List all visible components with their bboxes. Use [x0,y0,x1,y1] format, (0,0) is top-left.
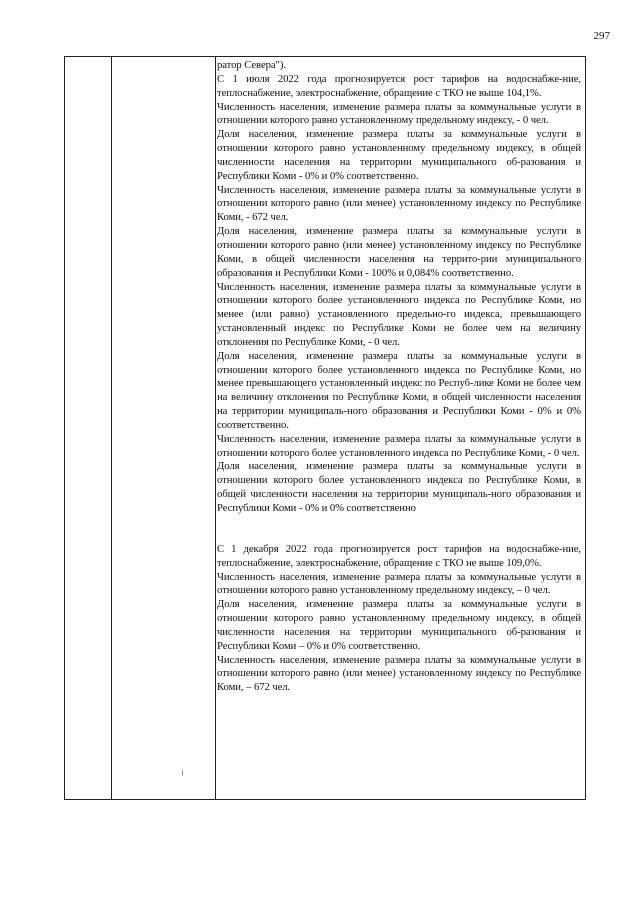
paragraph: Численность населения, изменение размера платы за коммунальные услуги в отношении которого более установленного индекса по Республике Коми, но менее (или равно) установленного предельно-го индекса, превышающего установленный индекс по Республике Коми не более чем на величину отклонения по Республике Коми, - 0 чел. [217,280,581,348]
paragraph: С 1 декабря 2022 года прогнозируется рост тарифов на водоснабже-ние, теплоснабжение, электроснабжение, обращение с ТКО не выше 109,0%. [217,542,581,569]
paragraph: Доля населения, изменение размера платы за коммунальные услуги в отношении которого равно установленному предельному индексу, в общей численности населения на территории муниципального об-разования и Республики Коми - 0% и 0% соответственно. [217,128,581,182]
column-divider [111,57,112,799]
text-cell [217,59,581,695]
table-frame [64,56,586,800]
column-divider [215,57,216,799]
paragraph-gap [217,516,581,543]
paragraph: Доля населения, изменение размера платы за коммунальные услуги в отношении которого более установленного индекса по Республике Коми, но менее превышающего установленный индекс по Респуб-лике Коми не более чем на величину отклонения по Республике Коми, в общей численности населения на территории муниципаль-ного образования и Республики Коми - 0% и 0% соответственно. [217,349,581,431]
paragraph: Численность населения, изменение размера платы за коммунальные услуги в отношении которого равно (или менее) установленному индексу по Республике Коми, – 672 чел. [217,653,581,694]
paragraph: Численность населения, изменение размера платы за коммунальные услуги в отношении которого более установленного индекса по Республике Коми, - 0 чел. [217,432,581,459]
paragraph: Доля населения, изменение размера платы за коммунальные услуги в отношении которого равно (или менее) установленному индексу по Республике Коми, в общей численности населения на террито-рии муниципального образования и Республики Коми - 100% и 0,084% соответственно. [217,225,581,279]
paragraph: Численность населения, изменение размера платы за коммунальные услуги в отношении которого равно установленному предельному индексу, - 0 чел. [217,100,581,127]
paragraph: Численность населения, изменение размера платы за коммунальные услуги в отношении которого равно установленному предельному индексу, – 0 чел. [217,570,581,597]
scan-artifact [182,770,183,776]
paragraph: Доля населения, изменение размера платы за коммунальные услуги в отношении которого более установленного индекса по Республике Коми, в общей численности населения на территории муниципаль-ного образования и Республики Коми - 0% и 0% соответственно [217,460,581,514]
paragraph: С 1 июля 2022 года прогнозируется рост тарифов на водоснабже-ние, теплоснабжение, электроснабжение, обращение с ТКО не выше 104,1%. [217,72,581,99]
page-number: 297 [593,30,610,42]
paragraph: Доля населения, изменение размера платы за коммунальные услуги в отношении которого равно установленному предельному индексу, в общей численности населения на территории муниципального об-разования и Республики Коми – 0% и 0% соответственно. [217,598,581,652]
paragraph: ратор Севера"). [217,59,286,71]
paragraph: Численность населения, изменение размера платы за коммунальные услуги в отношении которого равно (или менее) установленному индексу по Республике Коми, - 672 чел. [217,183,581,224]
